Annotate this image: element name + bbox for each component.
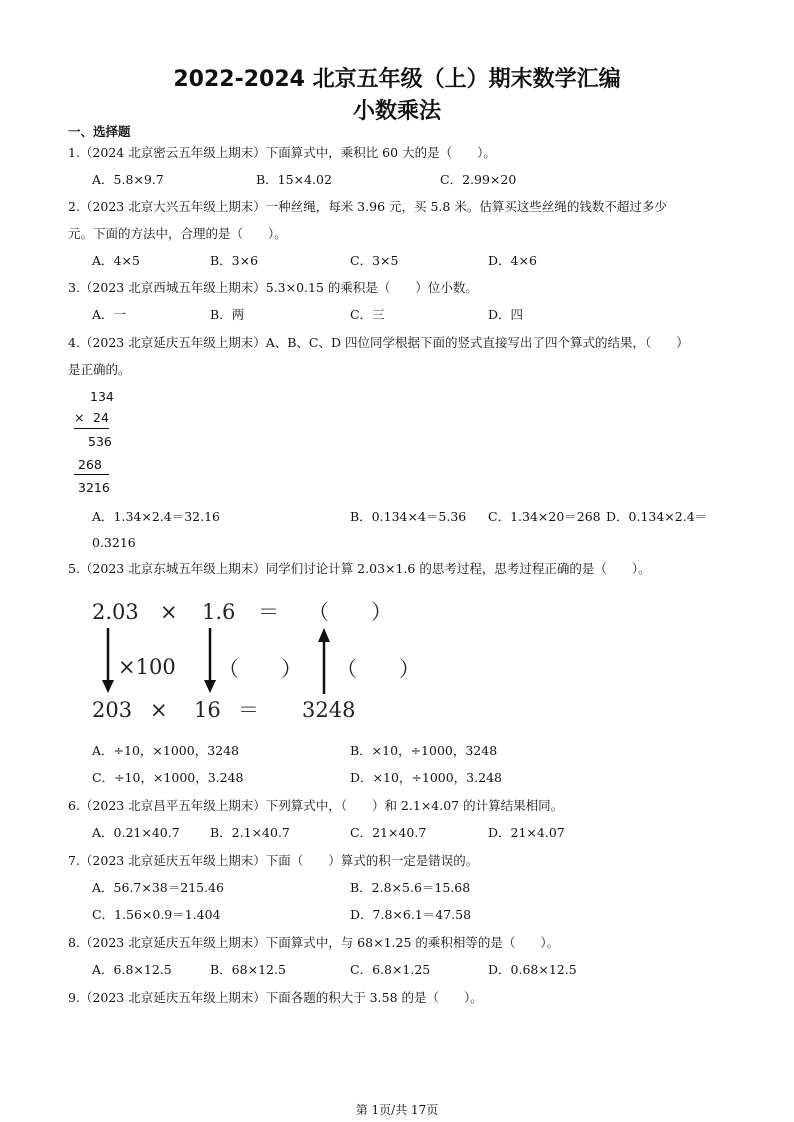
question-7-option-a: A．56.7×38＝215.46 [92, 880, 224, 895]
question-2-stem-line2: 元。下面的方法中，合理的是（ ）。 [68, 226, 287, 241]
question-4-option-b: B．0.134×4＝5.36 [350, 509, 467, 524]
question-4-option-d: D．0.134×2.4＝ [606, 509, 708, 524]
page-footer: 第 1页/共 17页 [355, 1103, 439, 1117]
figure-blank-operation: （ ） [218, 657, 302, 681]
question-3-option-d: D．四 [488, 307, 524, 322]
question-5-option-c: C．÷10，×1000，3.248 [92, 770, 244, 785]
vertical-partial-2: 268 [78, 457, 102, 472]
figure-equals-2: ＝ [238, 698, 259, 722]
question-4-option-c: C．1.34×20＝268 [488, 509, 601, 524]
question-2-option-d: D．4×6 [488, 253, 537, 268]
question-8-option-d: D．0.68×12.5 [488, 962, 577, 977]
question-2-option-a: A．4×5 [92, 253, 140, 268]
question-6-option-b: B．2.1×40.7 [210, 825, 290, 840]
question-4-stem-line1: 4.（2023 北京延庆五年级上期末）A、B、C、D 四位同学根据下面的竖式直接写出了四个算式的结果，（ ） [68, 335, 689, 350]
question-3-stem: 3.（2023 北京西城五年级上期末）5.3×0.15 的乘积是（ ）位小数。 [68, 280, 478, 295]
question-6-stem: 6.（2023 北京昌平五年级上期末）下列算式中，（ ）和 2.1×4.07 的计算结果相同。 [68, 798, 564, 813]
question-1-stem: 1.（2024 北京密云五年级上期末）下面算式中，乘积比 60 大的是（ ）。 [68, 145, 496, 160]
vertical-partial-1: 536 [88, 434, 112, 449]
question-3-option-b: B．两 [210, 307, 245, 322]
figure-factor-a: 2.03 [92, 600, 139, 624]
document-title: 2022-2024 北京五年级（上）期末数学汇编 [173, 67, 621, 92]
question-5-option-d: D．×10，÷1000，3.248 [350, 770, 502, 785]
vertical-result: 3216 [78, 480, 110, 495]
question-6-option-a: A．0.21×40.7 [92, 825, 180, 840]
document-subtitle: 小数乘法 [352, 99, 441, 124]
question-6-option-c: C．21×40.7 [350, 825, 427, 840]
question-8-option-b: B．68×12.5 [210, 962, 286, 977]
question-2-stem-line1: 2.（2023 北京大兴五年级上期末）一种丝绳，每米 3.96 元，买 5.8 米。估算买这些丝绳的钱数不超过多少 [68, 199, 667, 214]
vertical-times-sign: × [74, 410, 85, 425]
arrow-up-3 [318, 628, 330, 694]
figure-blank-product: （ ） [308, 600, 392, 624]
figure-factor-b: 1.6 [202, 600, 236, 624]
figure-blank-back: （ ） [336, 657, 420, 681]
question-8-stem: 8.（2023 北京延庆五年级上期末）下面算式中，与 68×1.25 的乘积相等的是（ ）。 [68, 935, 560, 950]
question-7-stem: 7.（2023 北京延庆五年级上期末）下面（ ）算式的积一定是错误的。 [68, 853, 479, 868]
section-heading: 一、选择题 [68, 124, 131, 139]
figure-equals-1: ＝ [258, 600, 279, 624]
question-3-option-c: C．三 [350, 307, 385, 322]
question-1-option-b: B．15×4.02 [256, 172, 332, 187]
question-7-option-b: B．2.8×5.6＝15.68 [350, 880, 471, 895]
question-2-option-b: B．3×6 [210, 253, 259, 268]
question-5-option-b: B．×10，÷1000，3248 [350, 743, 498, 758]
question-7-option-c: C．1.56×0.9＝1.404 [92, 907, 221, 922]
question-3-option-a: A．一 [92, 307, 127, 322]
question-2-option-c: C．3×5 [350, 253, 399, 268]
question-4-stem-line2: 是正确的。 [68, 362, 131, 377]
vertical-multiplier: 24 [93, 410, 109, 425]
question-6-option-d: D．21×4.07 [488, 825, 565, 840]
figure-factor-d: 16 [194, 698, 221, 722]
figure-times-2: × [150, 698, 168, 722]
question-4-option-d-cont: 0.3216 [92, 535, 136, 550]
question-9-stem: 9.（2023 北京延庆五年级上期末）下面各题的积大于 3.58 的是（ ）。 [68, 990, 483, 1005]
question-8-option-c: C．6.8×1.25 [350, 962, 431, 977]
question-1-option-a: A．5.8×9.7 [92, 172, 164, 187]
question-7-option-d: D．7.8×6.1＝47.58 [350, 907, 472, 922]
figure-product: 3248 [302, 698, 356, 722]
question-1-option-c: C．2.99×20 [440, 172, 517, 187]
figure-factor-c: 203 [92, 698, 133, 722]
question-4-option-a: A．1.34×2.4＝32.16 [92, 509, 220, 524]
vertical-multiplicand: 134 [90, 389, 114, 404]
figure-label-times-100: ×100 [118, 655, 176, 679]
arrow-down-1 [102, 628, 114, 693]
arrow-down-2 [204, 628, 216, 693]
question-5-stem: 5.（2023 北京东城五年级上期末）同学们讨论计算 2.03×1.6 的思考过程，思考过程正确的是（ ）。 [68, 561, 651, 576]
question-8-option-a: A．6.8×12.5 [92, 962, 172, 977]
question-5-option-a: A．÷10，×1000，3248 [92, 743, 240, 758]
figure-times-1: × [160, 600, 178, 624]
